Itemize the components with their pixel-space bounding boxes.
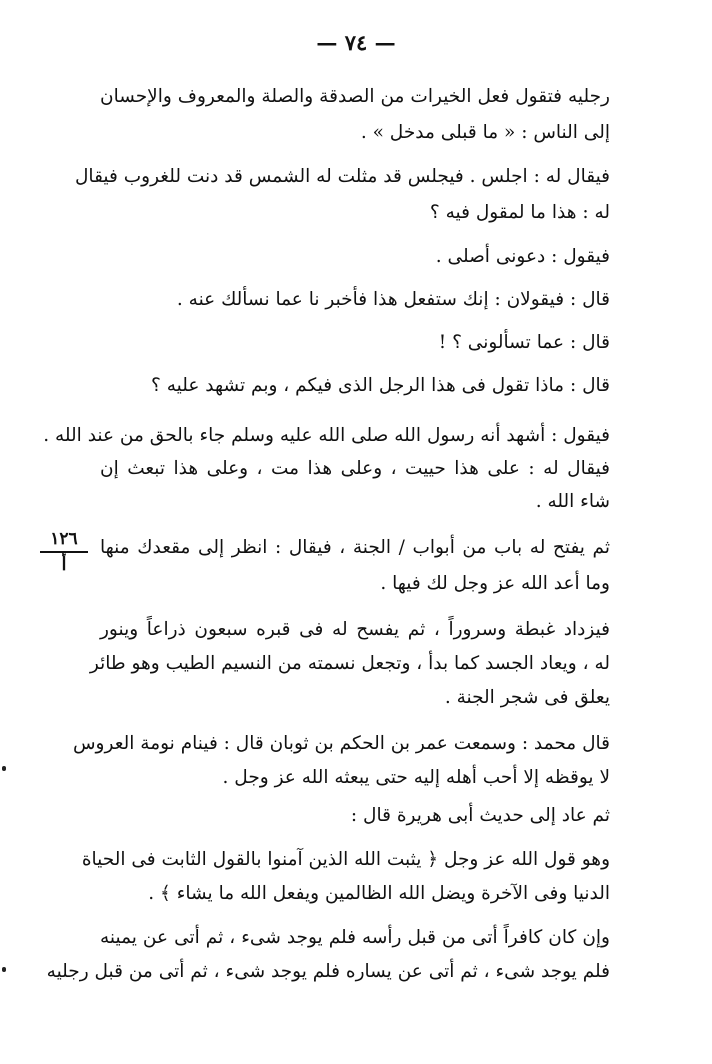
text-line: يعلق فى شجر الجنة . [444,687,610,708]
margin-speck-mark [2,766,6,771]
margin-folio-note [40,528,88,577]
text-line: فلم يوجد شىء ، ثم أتى عن يساره فلم يوجد شىء ، ثم أتى من قبل رجليه [46,961,610,982]
page-number: — ٧٤ — [316,30,396,55]
text-line: فيقال له : على هذا حييت ، وعلى هذا مت ، وعلى هذا تبعث إن [100,458,610,479]
margin-folio-number: ١٢٦ [40,528,88,553]
text-line: ثم عاد إلى حديث أبى هريرة قال : [350,805,610,826]
text-line: رجليه فتقول فعل الخيرات من الصدقة والصلة والمعروف والإحسان [100,86,610,107]
margin-folio-side: أ [61,554,67,575]
margin-speck-mark [2,967,6,972]
text-line: لا يوقظه إلا أحب أهله إليه حتى يبعثه الله عز وجل . [222,767,610,788]
text-line: وهو قول الله عز وجل ﴿ يثبت الله الذين آمنوا بالقول الثابت فى الحياة [81,849,610,870]
text-line: فيقول : دعونى أصلى . [435,246,610,267]
text-line: قال محمد : وسمعت عمر بن الحكم بن ثوبان قال : فينام نومة العروس [72,733,610,754]
text-line: وإن كان كافراً أتى من قبل رأسه فلم يوجد شىء ، ثم أتى عن يمينه [100,927,610,948]
text-line: قال : فيقولان : إنك ستفعل هذا فأخبر نا عما نسألك عنه . [176,289,610,310]
text-line: له ، ويعاد الجسد كما بدأ ، وتجعل نسمته من النسيم الطيب وهو طائر [89,653,610,674]
text-line: له : هذا ما لمقول فيه ؟ [429,202,610,223]
text-line: قال : ماذا تقول فى هذا الرجل الذى فيكم ، وبم تشهد عليه ؟ [151,375,610,396]
text-line: ثم يفتح له باب من أبواب / الجنة ، فيقال : انظر إلى مقعدك منها [100,537,610,558]
text-line: وما أعد الله عز وجل لك فيها . [380,573,610,594]
text-line: فيزداد غبطة وسروراً ، ثم يفسح له فى قبره سبعون ذراعاً وينور [100,619,610,640]
text-line: فيقول : أشهد أنه رسول الله صلى الله عليه وسلم جاء بالحق من عند الله . [43,425,610,446]
text-line: شاء الله . [535,491,610,512]
text-line: الدنيا وفى الآخرة ويضل الله الظالمين ويفعل الله ما يشاء ﴾ . [148,883,610,904]
text-line: إلى الناس : « ما قبلى مدخل » . [360,122,610,143]
text-line: قال : عما تسألونى ؟ ! [438,332,610,353]
text-line: فيقال له : اجلس . فيجلس قد مثلت له الشمس قد دنت للغروب فيقال [74,166,610,187]
